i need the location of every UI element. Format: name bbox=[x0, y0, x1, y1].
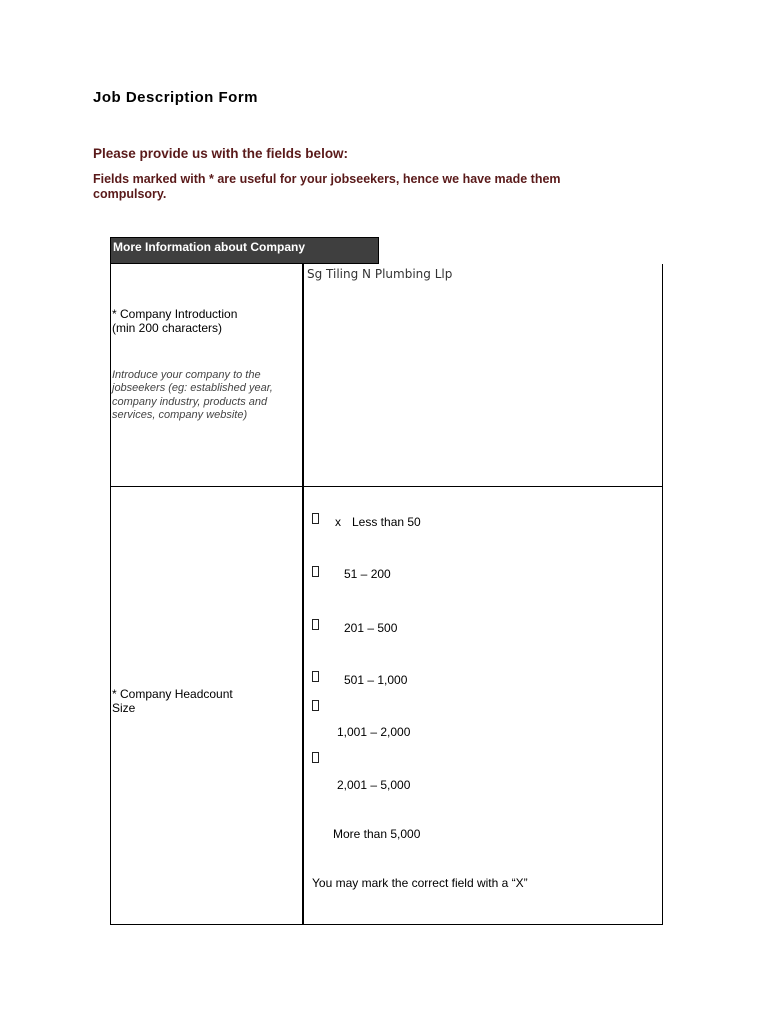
company-intro-hint: Introduce your company to the jobseekers (eg: established year, company industry, products and services, company website) bbox=[112, 369, 273, 422]
checkbox-icon[interactable] bbox=[312, 700, 319, 711]
checkbox-icon[interactable] bbox=[312, 671, 319, 682]
section-header: More Information about Company bbox=[110, 237, 379, 264]
headcount-option-5[interactable]: 1,001 – 2,000 bbox=[337, 725, 411, 739]
headcount-option-3[interactable]: 201 – 500 bbox=[344, 621, 398, 635]
headcount-option-7[interactable]: More than 5,000 bbox=[333, 827, 421, 841]
form-subtitle: Please provide us with the fields below: bbox=[93, 146, 349, 161]
table-left-border bbox=[110, 264, 111, 925]
table-bottom-border bbox=[110, 924, 663, 925]
compulsory-note: Fields marked with * are useful for your jobseekers, hence we have made them compulsory. bbox=[93, 172, 561, 201]
headcount-label-line2: Size bbox=[112, 701, 136, 715]
checkbox-icon[interactable] bbox=[312, 752, 319, 763]
headcount-option-4[interactable]: 501 – 1,000 bbox=[344, 673, 408, 687]
form-title: Job Description Form bbox=[93, 89, 259, 106]
company-intro-label-line1: * Company Introduction bbox=[112, 307, 238, 321]
checkbox-icon[interactable] bbox=[312, 619, 319, 630]
headcount-option-6[interactable]: 2,001 – 5,000 bbox=[337, 778, 411, 792]
headcount-option-2[interactable]: 51 – 200 bbox=[344, 567, 391, 581]
headcount-label bbox=[112, 687, 233, 715]
selected-mark: x bbox=[335, 515, 341, 529]
table-column-divider bbox=[302, 264, 304, 925]
headcount-option-1[interactable]: Less than 50 bbox=[352, 515, 421, 529]
checkbox-icon[interactable] bbox=[312, 566, 319, 577]
mark-instruction: You may mark the correct field with a “X” bbox=[312, 876, 528, 890]
table-right-border bbox=[662, 264, 663, 925]
checkbox-icon[interactable] bbox=[312, 513, 319, 524]
company-intro-label bbox=[112, 307, 237, 335]
company-intro-label-line2: (min 200 characters) bbox=[112, 321, 223, 335]
table-row-divider bbox=[110, 486, 663, 487]
headcount-label-line1: * Company Headcount bbox=[112, 687, 233, 701]
company-intro-input[interactable]: Sg Tiling N Plumbing Llp bbox=[307, 267, 453, 281]
